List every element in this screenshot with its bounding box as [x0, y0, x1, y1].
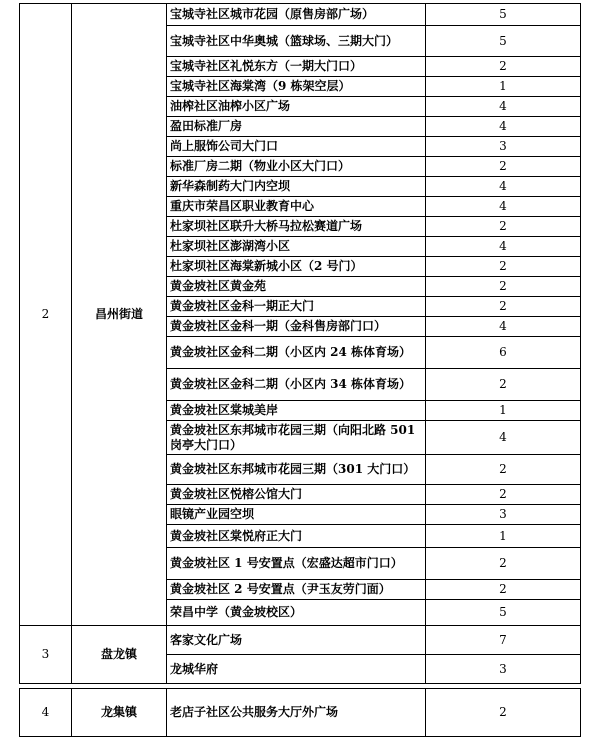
site-cell: 黄金坡社区棠城美岸 [167, 401, 426, 421]
count-cell: 4 [426, 317, 581, 337]
count-cell: 4 [426, 197, 581, 217]
count-cell: 2 [426, 57, 581, 77]
site-cell: 黄金坡社区黄金苑 [167, 277, 426, 297]
count-cell: 4 [426, 421, 581, 455]
site-cell: 黄金坡社区金科二期（小区内 24 栋体育场） [167, 337, 426, 369]
count-cell: 3 [426, 505, 581, 525]
site-cell: 老店子社区公共服务大厅外广场 [167, 689, 426, 737]
group-number: 2 [20, 4, 72, 626]
site-cell: 宝城寺社区礼悦东方（一期大门口） [167, 57, 426, 77]
count-cell: 7 [426, 626, 581, 655]
group-area: 昌州街道 [72, 4, 167, 626]
count-cell: 4 [426, 237, 581, 257]
site-cell: 黄金坡社区金科一期（金科售房部门口） [167, 317, 426, 337]
count-cell: 1 [426, 77, 581, 97]
count-cell: 5 [426, 4, 581, 26]
site-cell: 杜家坝社区海棠新城小区（2 号门） [167, 257, 426, 277]
count-cell: 6 [426, 337, 581, 369]
count-cell: 2 [426, 157, 581, 177]
site-cell: 黄金坡社区 2 号安置点（尹玉友劳门面） [167, 580, 426, 600]
site-cell: 黄金坡社区金科二期（小区内 34 栋体育场） [167, 369, 426, 401]
site-cell: 眼镜产业园空坝 [167, 505, 426, 525]
count-cell: 2 [426, 277, 581, 297]
site-cell: 盈田标准厂房 [167, 117, 426, 137]
site-cell: 油榨社区油榨小区广场 [167, 97, 426, 117]
site-cell: 黄金坡社区 1 号安置点（宏盛达超市门口） [167, 548, 426, 580]
count-cell: 2 [426, 217, 581, 237]
site-cell: 杜家坝社区澎湖湾小区 [167, 237, 426, 257]
count-cell: 4 [426, 177, 581, 197]
site-cell: 黄金坡社区金科一期正大门 [167, 297, 426, 317]
count-cell: 2 [426, 369, 581, 401]
table-row [20, 4, 581, 26]
count-cell: 3 [426, 655, 581, 684]
count-cell: 2 [426, 548, 581, 580]
count-cell: 4 [426, 117, 581, 137]
count-cell: 4 [426, 97, 581, 117]
site-cell: 新华森制药大门内空坝 [167, 177, 426, 197]
site-cell: 黄金坡社区东邦城市花园三期（301 大门口） [167, 455, 426, 485]
site-cell: 杜家坝社区联升大桥马拉松赛道广场 [167, 217, 426, 237]
count-cell: 2 [426, 580, 581, 600]
site-cell: 标准厂房二期（物业小区大门口） [167, 157, 426, 177]
count-cell: 2 [426, 297, 581, 317]
site-cell: 龙城华府 [167, 655, 426, 684]
count-cell: 2 [426, 257, 581, 277]
site-cell: 尚上服饰公司大门口 [167, 137, 426, 157]
site-cell: 宝城寺社区海棠湾（9 栋架空层） [167, 77, 426, 97]
count-cell: 3 [426, 137, 581, 157]
count-cell: 2 [426, 485, 581, 505]
table-row [20, 689, 581, 737]
count-cell: 1 [426, 525, 581, 548]
group-area: 龙集镇 [72, 689, 167, 737]
count-cell: 5 [426, 600, 581, 626]
site-cell: 宝城寺社区中华奥城（篮球场、三期大门） [167, 26, 426, 57]
site-cell: 黄金坡社区悦榕公馆大门 [167, 485, 426, 505]
count-cell: 5 [426, 26, 581, 57]
count-cell: 2 [426, 689, 581, 737]
count-cell: 1 [426, 401, 581, 421]
group-number: 3 [20, 626, 72, 684]
site-cell: 客家文化广场 [167, 626, 426, 655]
distribution-table [19, 3, 581, 737]
table-row [20, 626, 581, 655]
site-cell: 黄金坡社区东邦城市花园三期（向阳北路 501 岗亭大门口） [167, 421, 426, 455]
count-cell: 2 [426, 455, 581, 485]
site-cell: 荣昌中学（黄金坡校区） [167, 600, 426, 626]
site-cell: 重庆市荣昌区职业教育中心 [167, 197, 426, 217]
site-cell: 宝城寺社区城市花园（原售房部广场） [167, 4, 426, 26]
group-number: 4 [20, 689, 72, 737]
group-area: 盘龙镇 [72, 626, 167, 684]
site-cell: 黄金坡社区棠悦府正大门 [167, 525, 426, 548]
